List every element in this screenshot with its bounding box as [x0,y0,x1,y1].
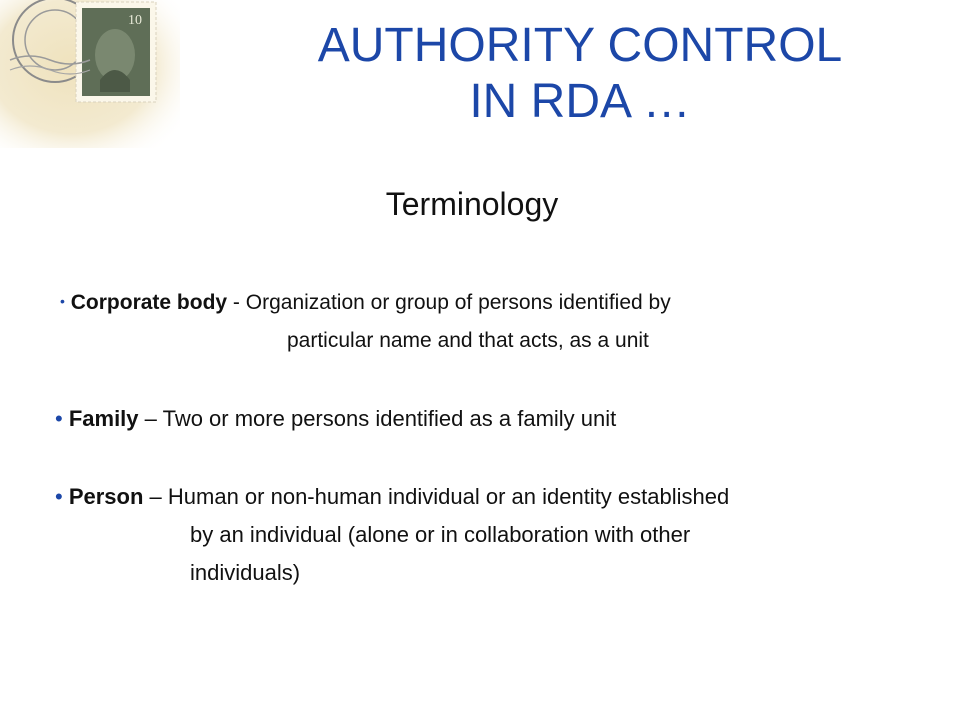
term-family [55,405,616,433]
term-definition-continuation: particular name and that acts, as a unit [287,329,649,352]
term-separator: - [227,291,246,314]
term-definition-continuation: individuals) [190,560,301,585]
stamp-illustration [0,0,180,148]
title-line-1: AUTHORITY CONTROL [317,19,843,72]
term-definition: Organization or group of persons identified by [245,291,671,314]
term-corporate-body [60,289,671,318]
term-separator: – [138,406,163,431]
stamp-value-text: 10 [128,13,142,28]
slide-title [200,18,960,130]
bullet: • [55,406,63,431]
term-label: Family [68,406,139,431]
slide-subtitle: Terminology [385,186,559,222]
term-label: Corporate body [70,291,228,314]
term-separator: – [143,484,168,509]
bullet: • [60,293,65,309]
term-definition: Human or non-human individual or an identity established [167,484,730,509]
title-line-2: IN RDA … [469,75,691,128]
postage-stamp-image [0,0,180,148]
term-definition-continuation: by an individual (alone or in collaboration with other [190,522,691,547]
term-person [55,483,729,511]
bullet: • [55,484,63,509]
term-definition: Two or more persons identified as a family unit [162,406,617,431]
term-label: Person [68,484,144,509]
